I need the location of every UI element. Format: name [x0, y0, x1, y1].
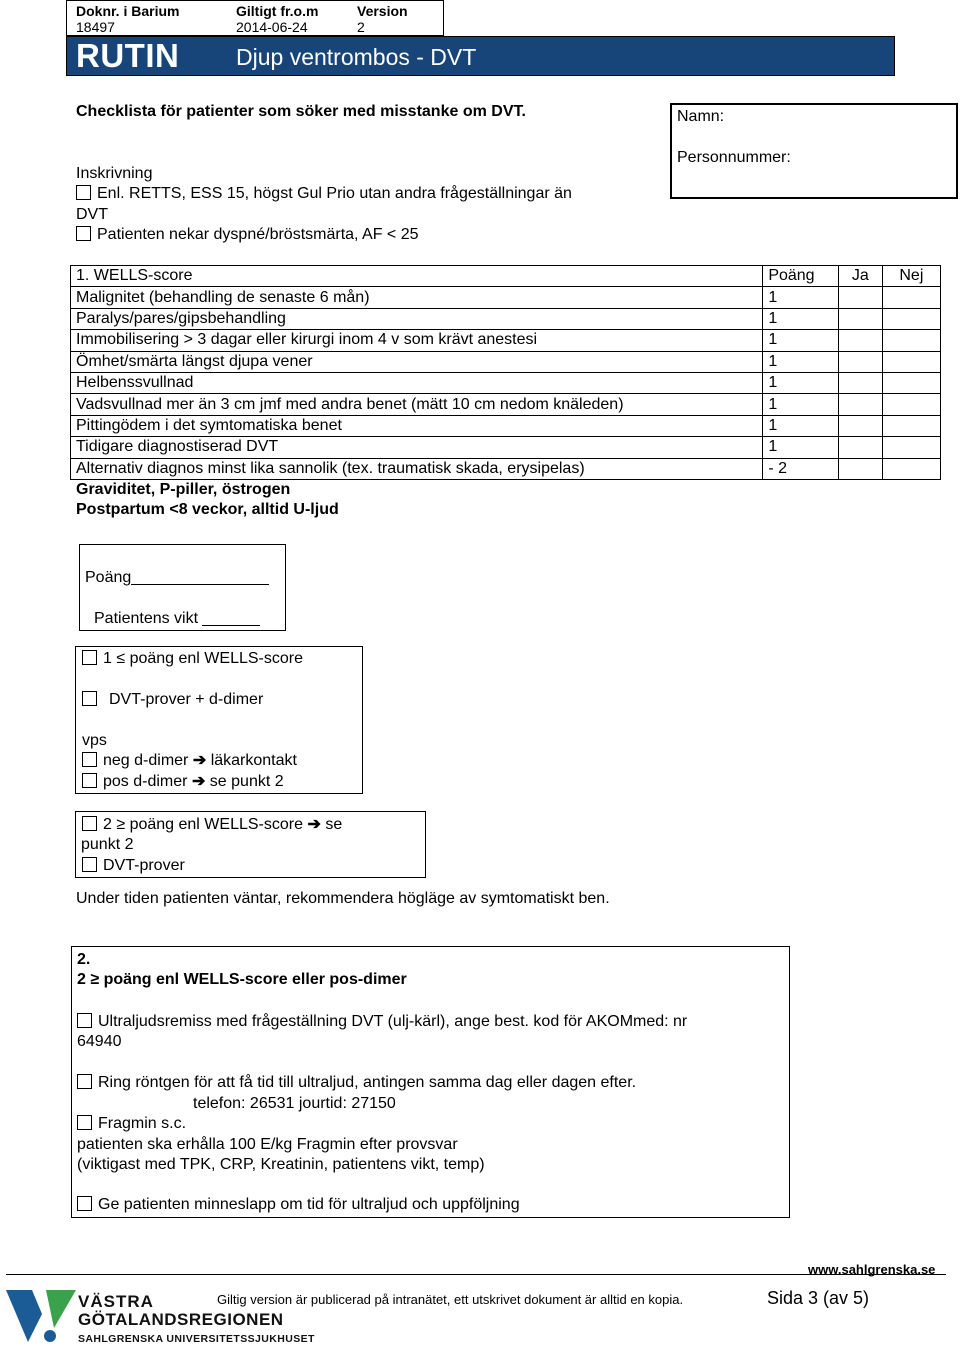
vps-label: vps [82, 732, 107, 749]
criterion-points: - 2 [763, 458, 839, 479]
low-score-text: 1 ≤ poäng enl WELLS-score [103, 650, 303, 667]
xray-phone-numbers: telefon: 26531 jourtid: 27150 [193, 1095, 396, 1112]
no-cell[interactable] [882, 437, 940, 458]
low-score-item [82, 649, 303, 669]
valid-from-label: Giltigt fr.o.m [236, 3, 319, 19]
doc-type: RUTIN [76, 37, 180, 74]
pos-dimer-text: pos d-dimer [103, 773, 188, 790]
dvt-dimer-item [82, 690, 263, 710]
logo-line1: VÄSTRA [78, 1292, 154, 1311]
reminder-note-text: Ge patienten minneslapp om tid för ultraljud och uppföljning [98, 1196, 520, 1213]
neg-dimer-checkbox[interactable] [82, 752, 97, 767]
no-cell[interactable] [882, 308, 940, 329]
criterion-label: Tidigare diagnostiserad DVT [71, 437, 763, 458]
high-score-text-line2: punkt 2 [81, 836, 134, 853]
no-cell[interactable] [882, 372, 940, 393]
no-cell[interactable] [882, 458, 940, 479]
fragmin-text: Fragmin s.c. [98, 1115, 187, 1132]
low-score-checkbox[interactable] [82, 650, 97, 665]
pos-dimer-action: se punkt 2 [209, 773, 284, 790]
table-row [71, 394, 941, 415]
no-cell[interactable] [882, 415, 940, 436]
no-cell[interactable] [882, 351, 940, 372]
ultrasound-referral-item [77, 1012, 687, 1032]
criterion-points: 1 [763, 437, 839, 458]
table-row [71, 437, 941, 458]
criterion-label: Alternativ diagnos minst lika sannolik (tex. traumatisk skada, erysipelas) [71, 458, 763, 479]
logo-line3: SAHLGRENSKA UNIVERSITETSSJUKHUSET [78, 1333, 315, 1345]
wells-title: 1. WELLS-score [71, 266, 763, 287]
retts-checkbox[interactable] [76, 185, 91, 200]
doc-title: Djup ventrombos - DVT [236, 44, 477, 70]
criterion-points: 1 [763, 372, 839, 393]
checklist-title: Checklista för patienter som söker med misstanke om DVT. [76, 103, 526, 120]
high-score-text: 2 ≥ poäng enl WELLS-score [103, 816, 303, 833]
header-title-bar [66, 36, 895, 76]
score-points-field[interactable] [85, 568, 269, 588]
ultrasound-referral-code: 64940 [77, 1033, 122, 1050]
high-score-checkbox[interactable] [82, 816, 97, 831]
dyspne-checkbox-item [76, 225, 419, 245]
page-number: Sida 3 (av 5) [767, 1288, 870, 1308]
table-row [71, 351, 941, 372]
patient-weight-field[interactable] [94, 609, 260, 629]
table-row [71, 308, 941, 329]
wells-header-row [71, 266, 941, 287]
table-row [71, 458, 941, 479]
dvt-prover-text: DVT-prover [103, 857, 185, 874]
dvt-dimer-text: DVT-prover + d-dimer [109, 691, 264, 708]
fragmin-note-1: patienten ska erhålla 100 E/kg Fragmin efter provsvar [77, 1136, 458, 1153]
wells-score-table [70, 265, 941, 480]
version-label: Version [357, 3, 408, 19]
arrow-right-icon: ➔ [307, 816, 321, 833]
no-cell[interactable] [882, 394, 940, 415]
yes-cell[interactable] [838, 308, 882, 329]
inskrivning-label: Inskrivning [76, 165, 153, 182]
waiting-note: Under tiden patienten väntar, rekommendera högläge av symtomatiskt ben. [76, 890, 610, 907]
name-label: Namn: [677, 108, 725, 125]
dvt-dimer-checkbox[interactable] [82, 691, 97, 706]
table-row [71, 372, 941, 393]
section2-number: 2. [77, 951, 91, 968]
score-points-label: Poäng [85, 569, 132, 586]
no-cell[interactable] [882, 330, 940, 351]
pos-dimer-item [82, 772, 284, 792]
ultrasound-referral-checkbox[interactable] [77, 1013, 92, 1028]
footer-divider [6, 1274, 946, 1275]
criterion-points: 1 [763, 308, 839, 329]
call-xray-item [77, 1073, 636, 1093]
dyspne-checkbox[interactable] [76, 226, 91, 241]
yes-cell[interactable] [838, 287, 882, 308]
table-row [71, 287, 941, 308]
arrow-right-icon: ➔ [191, 773, 206, 790]
no-column-header: Nej [882, 266, 940, 287]
logo-line2: GÖTALANDSREGIONEN [78, 1310, 284, 1329]
dyspne-text: Patienten nekar dyspné/bröstsmärta, AF < 25 [97, 226, 419, 243]
criterion-label: Ömhet/smärta längst djupa vener [71, 351, 763, 372]
yes-cell[interactable] [838, 394, 882, 415]
yes-cell[interactable] [838, 372, 882, 393]
call-xray-checkbox[interactable] [77, 1074, 92, 1089]
validity-notice: Giltig version är publicerad på intranätet, ett utskrivet dokument är alltid en kopia. [217, 1292, 684, 1307]
reminder-note-item [77, 1195, 520, 1215]
criterion-label: Pittingödem i det symtomatiska benet [71, 415, 763, 436]
reminder-note-checkbox[interactable] [77, 1196, 92, 1211]
criterion-label: Vadsvullnad mer än 3 cm jmf med andra benet (mätt 10 cm nedom knäleden) [71, 394, 763, 415]
yes-cell[interactable] [838, 458, 882, 479]
neg-dimer-item [82, 751, 297, 771]
ultrasound-referral-text: Ultraljudsremiss med frågeställning DVT (ulj-kärl), ange best. kod för AKOMmed: nr [98, 1013, 688, 1030]
vgr-logo-icon [6, 1284, 76, 1346]
wells-note-postpartum: Postpartum <8 veckor, alltid U-ljud [76, 501, 339, 518]
neg-dimer-text: neg d-dimer [103, 752, 189, 769]
docnr-value: 18497 [76, 19, 115, 35]
pos-dimer-checkbox[interactable] [82, 773, 97, 788]
yes-column-header: Ja [838, 266, 882, 287]
arrow-right-icon: ➔ [192, 752, 207, 769]
points-column-header: Poäng [763, 266, 839, 287]
criterion-label: Helbenssvullnad [71, 372, 763, 393]
criterion-label: Malignitet (behandling de senaste 6 mån) [71, 287, 763, 308]
table-row [71, 415, 941, 436]
criterion-points: 1 [763, 287, 839, 308]
high-score-item [82, 815, 342, 835]
retts-text-line2: DVT [76, 206, 108, 223]
fragmin-note-2: (viktigast med TPK, CRP, Kreatinin, patientens vikt, temp) [77, 1156, 485, 1173]
valid-from-value: 2014-06-24 [236, 19, 308, 35]
wells-note-pregnancy: Graviditet, P-piller, östrogen [76, 481, 291, 498]
personnummer-label: Personnummer: [677, 149, 791, 166]
retts-checkbox-item [76, 184, 572, 204]
criterion-label: Paralys/pares/gipsbehandling [71, 308, 763, 329]
criterion-label: Immobilisering > 3 dagar eller kirurgi inom 4 v som krävt anestesi [71, 330, 763, 351]
high-score-action: se [325, 816, 343, 833]
dvt-prover-item [82, 856, 185, 876]
section2-heading: 2 ≥ poäng enl WELLS-score eller pos-dimer [77, 971, 407, 988]
table-row [71, 330, 941, 351]
yes-cell[interactable] [838, 437, 882, 458]
dvt-prover-checkbox[interactable] [82, 857, 97, 872]
version-value: 2 [357, 19, 365, 35]
criterion-points: 1 [763, 330, 839, 351]
neg-dimer-action: läkarkontakt [210, 752, 297, 769]
no-cell[interactable] [882, 287, 940, 308]
fragmin-item [77, 1114, 186, 1134]
docnr-label: Doknr. i Barium [76, 3, 180, 19]
yes-cell[interactable] [838, 415, 882, 436]
yes-cell[interactable] [838, 351, 882, 372]
patient-weight-label: Patientens vikt [94, 610, 199, 627]
website-link[interactable]: www.sahlgrenska.se [808, 1262, 936, 1277]
yes-cell[interactable] [838, 330, 882, 351]
criterion-points: 1 [763, 351, 839, 372]
criterion-points: 1 [763, 415, 839, 436]
retts-text: Enl. RETTS, ESS 15, högst Gul Prio utan andra frågeställningar än [97, 185, 572, 202]
criterion-points: 1 [763, 394, 839, 415]
fragmin-checkbox[interactable] [77, 1115, 92, 1130]
call-xray-text: Ring röntgen för att få tid till ultraljud, antingen samma dag eller dagen efter. [98, 1074, 637, 1091]
